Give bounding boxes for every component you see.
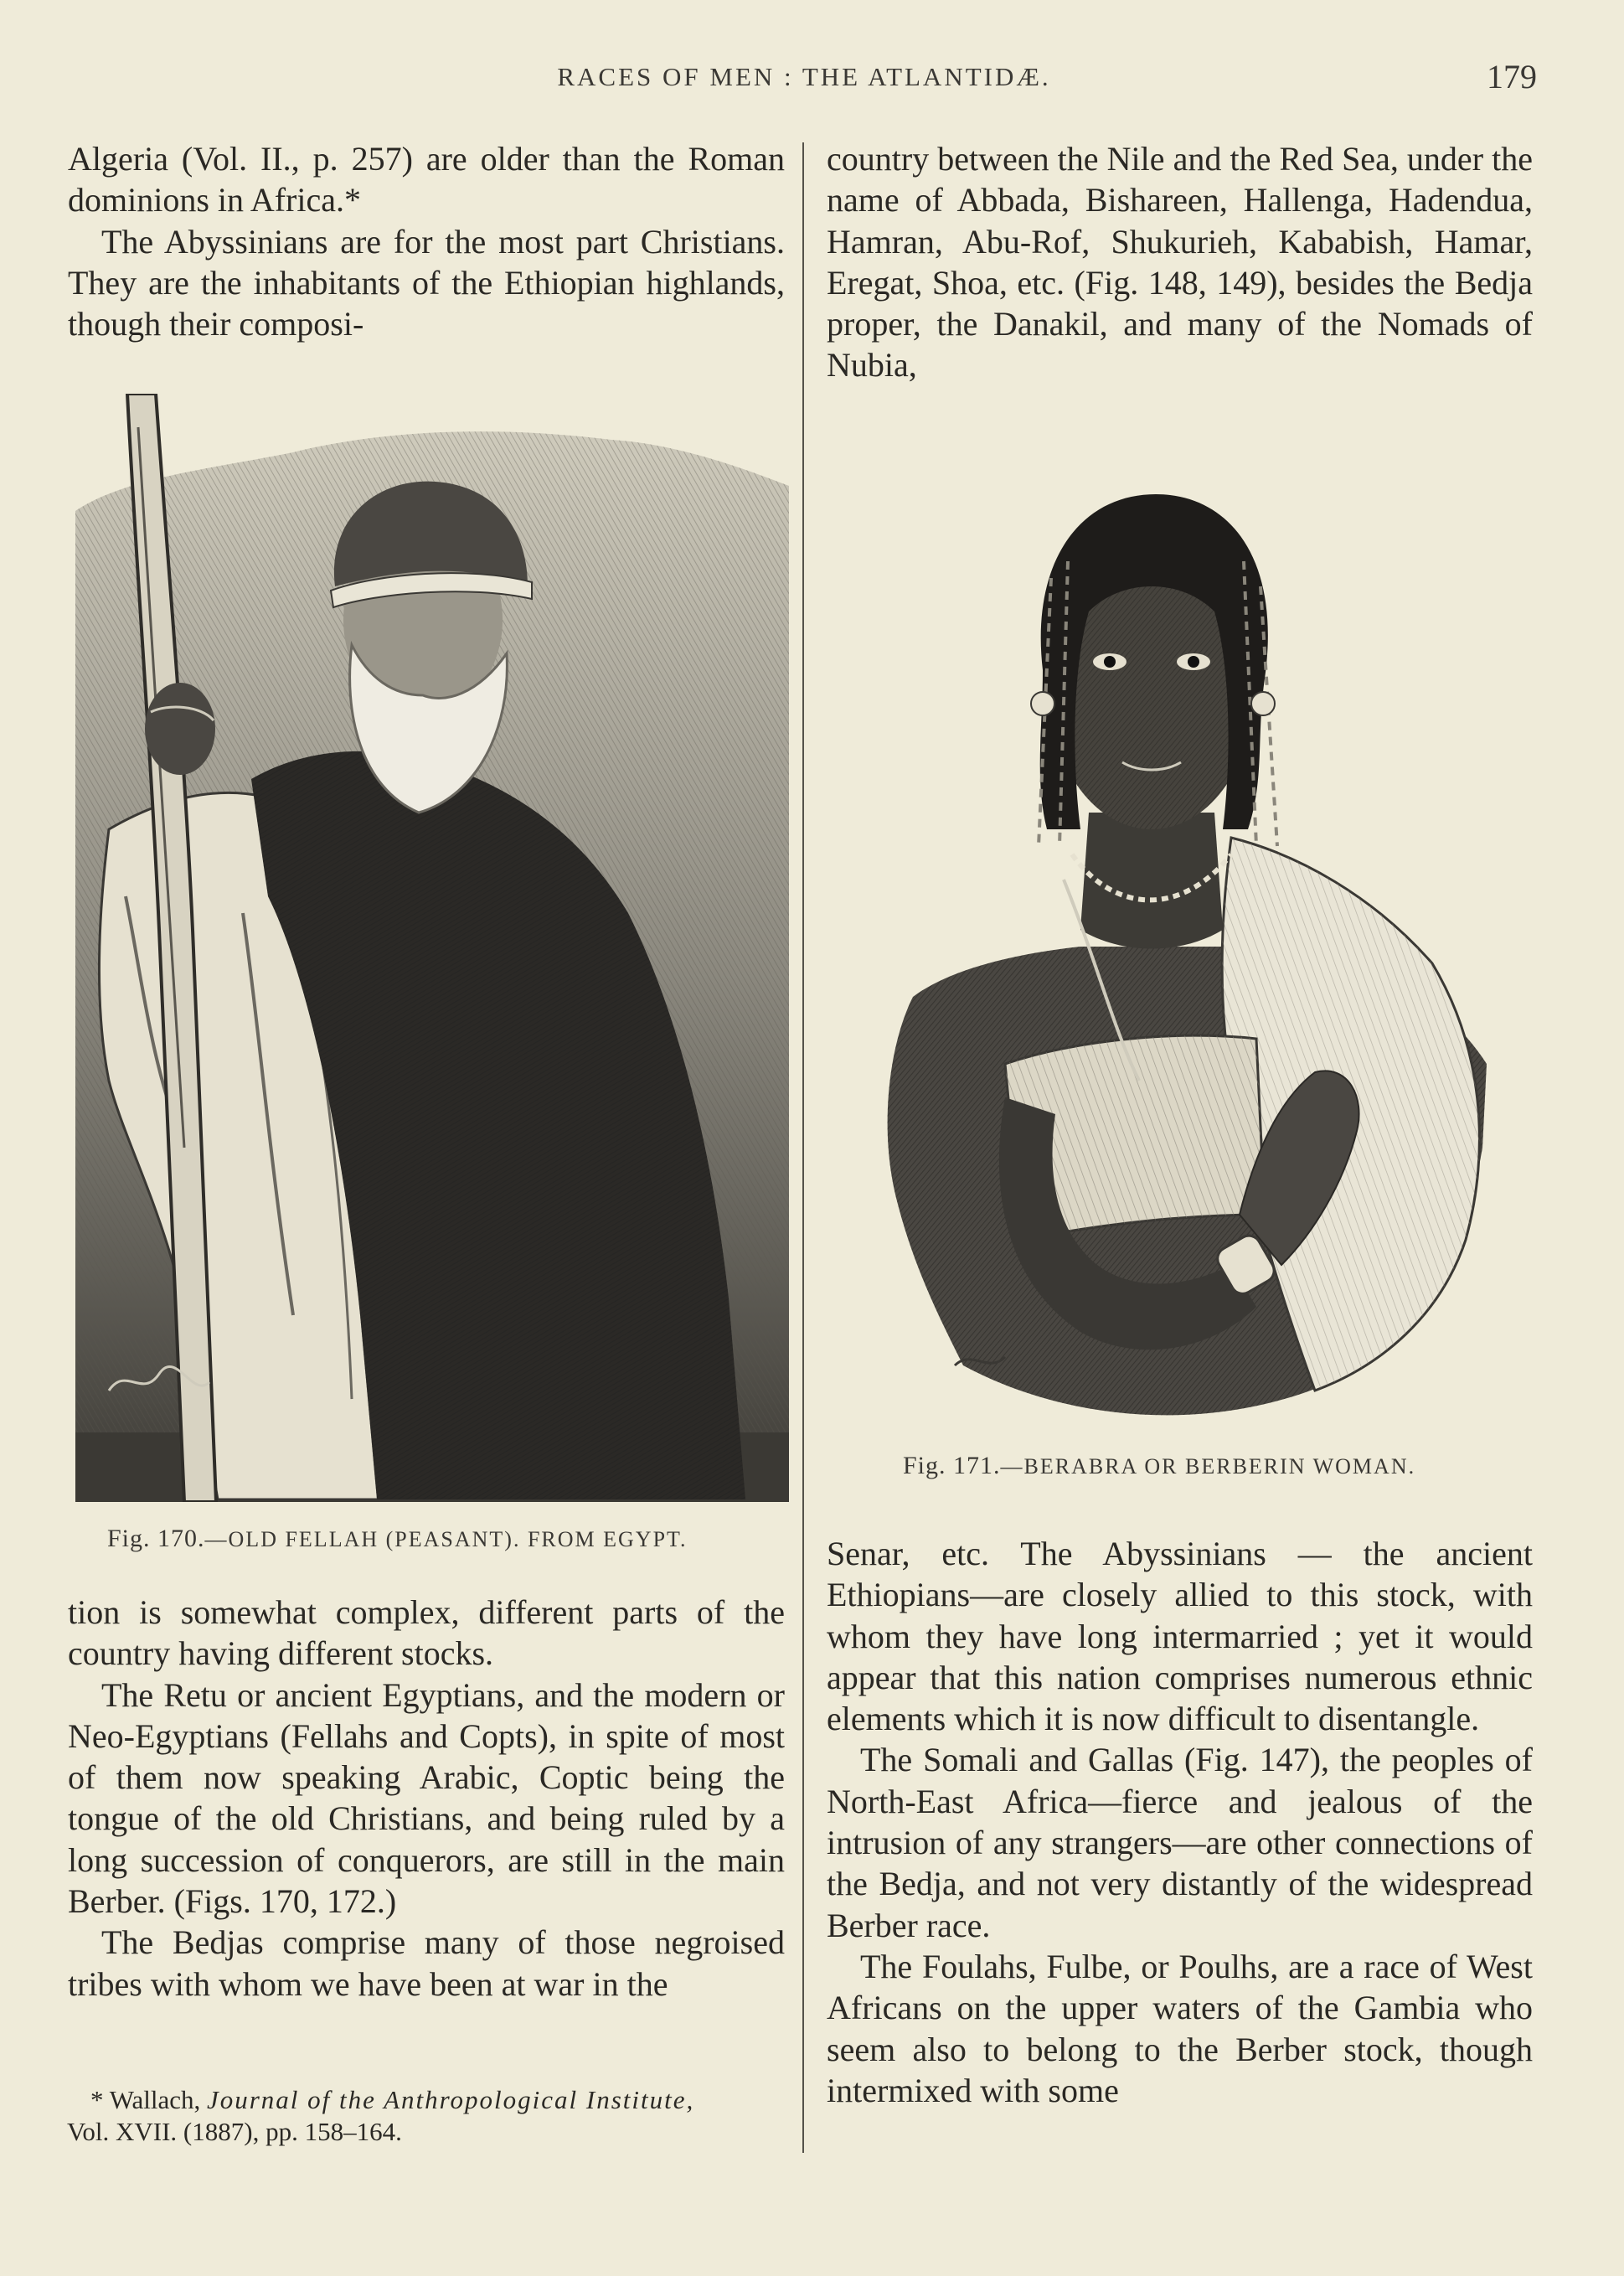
column-divider: [802, 142, 804, 2153]
paragraph: The Abyssinians are for the most part Christians. They are the inhabitants of the Ethiopian highlands, though their composi-: [68, 222, 785, 343]
figure-171-number: Fig. 171.: [903, 1452, 1001, 1479]
footnote-marker: * Wallach,: [90, 2085, 207, 2114]
figure-170-caption: [107, 1525, 688, 1553]
old-fellah-illustration: [75, 394, 789, 1502]
paragraph: Senar, etc. The Abyssinians — the ancient Ethiopians—are closely allied to this stock, with whom they have long intermarried ; yet it would appear that this nation comprises numerous ethnic elements which it is now difficult to disentangle.: [827, 1535, 1533, 1738]
figure-171-caption-text: —BERABRA OR BERBERIN WOMAN.: [1000, 1454, 1416, 1479]
page-header: [0, 58, 1624, 104]
page-number: 179: [1487, 58, 1537, 95]
figure-old-fellah-engraving: [75, 394, 789, 1502]
paragraph: Algeria (Vol. II., p. 257) are older than the Roman dominions in Africa.*: [68, 140, 785, 219]
paragraph: country between the Nile and the Red Sea, under the name of Abbada, Bishareen, Hallenga, Hadendua, Hamran, Abu-Rof, Shukurieh, Kababish, Hamar, Eregat, Shoa, etc. (Fig. 148, 149), besides the Bedja proper, the Danakil, and many of the Nomads of Nubia,: [827, 140, 1533, 384]
figure-berberin-woman-engraving: [863, 461, 1499, 1441]
figure-170-number: Fig. 170.: [107, 1525, 205, 1552]
footnote-journal: Journal of the Anthropological Institute,: [206, 2085, 695, 2114]
right-column-top-text: [827, 138, 1533, 386]
berberin-woman-illustration: [863, 461, 1499, 1441]
left-column-top-text: [68, 138, 785, 344]
left-column-bottom-text: [68, 1592, 785, 2005]
figure-171-caption: [903, 1452, 1415, 1480]
footnote-volume: Vol. XVII. (1887), pp. 158–164.: [67, 2117, 402, 2146]
paragraph: The Bedjas comprise many of those negroised tribes with whom we have been at war in the: [68, 1923, 785, 2003]
paragraph: The Somali and Gallas (Fig. 147), the peoples of North-East Africa—fierce and jealous of the intrusion of any strangers—are other connections of the Bedja, and not very distantly of the widespread Berber race.: [827, 1741, 1533, 1944]
paragraph: The Foulahs, Fulbe, or Poulhs, are a race of West Africans on the upper waters of the Gambia who seem also to belong to the Berber stock, though intermixed with some: [827, 1947, 1533, 2109]
right-column-bottom-text: [827, 1533, 1533, 2111]
footnote: [67, 2084, 787, 2148]
figure-170-caption-text: —OLD FELLAH (PEASANT). FROM EGYPT.: [204, 1527, 688, 1551]
running-head: RACES OF MEN : THE ATLANTIDÆ.: [557, 62, 1051, 91]
paragraph: The Retu or ancient Egyptians, and the modern or Neo-Egyptians (Fellahs and Copts), in spite of most of them now speaking Arabic, Coptic being the tongue of the old Christians, and being ruled by a long succession of conquerors, are still in the main Berber. (Figs. 170, 172.): [68, 1675, 785, 1921]
paragraph: tion is somewhat complex, different parts of the country having different stocks.: [68, 1593, 785, 1673]
